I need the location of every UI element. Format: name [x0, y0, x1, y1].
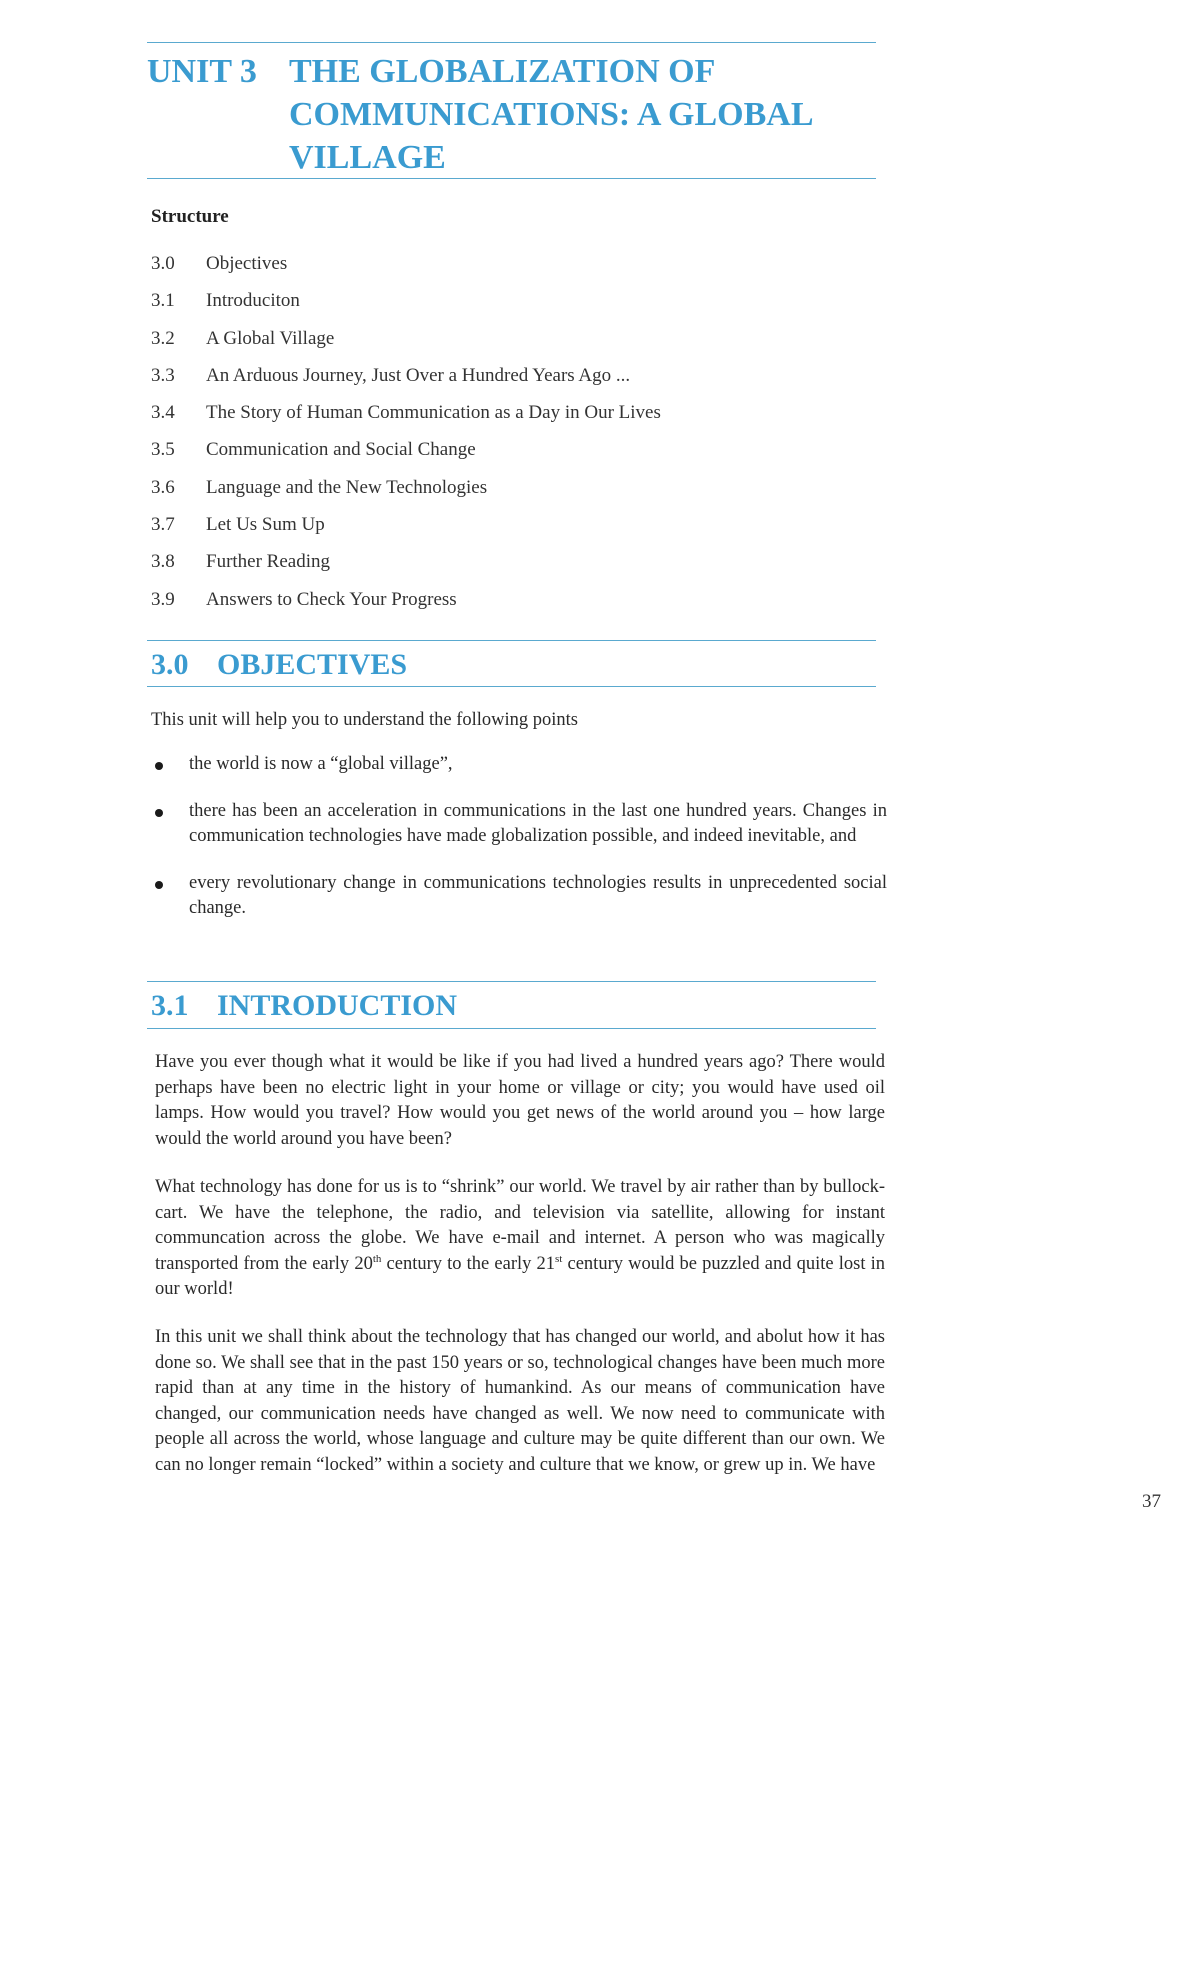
structure-item	[151, 439, 871, 476]
superscript-st: st	[555, 1252, 563, 1265]
structure-item-label: Communication and Social Change	[206, 439, 476, 461]
header-top-rule	[147, 42, 876, 43]
structure-item	[151, 328, 871, 365]
paragraph-2-text-b: century to the early 21	[381, 1253, 556, 1274]
structure-item-number: 3.7	[151, 514, 175, 536]
structure-item-label: Answers to Check Your Progress	[206, 588, 457, 610]
structure-item	[151, 551, 871, 588]
structure-item-number: 3.5	[151, 439, 175, 461]
bullet-dot-icon	[155, 881, 163, 889]
superscript-th: th	[372, 1252, 382, 1265]
structure-item-number: 3.9	[151, 588, 175, 610]
structure-item	[151, 253, 871, 290]
objectives-heading-title: OBJECTIVES	[217, 648, 408, 681]
structure-item	[151, 365, 871, 402]
structure-item	[151, 514, 871, 551]
structure-item-number: 3.0	[151, 253, 175, 274]
structure-item-label: An Arduous Journey, Just Over a Hundred Years Ago ...	[206, 364, 631, 386]
objective-bullet-item	[151, 799, 887, 850]
structure-item-label: Introduciton	[206, 290, 300, 312]
structure-list	[151, 253, 871, 626]
structure-item-label: A Global Village	[206, 327, 335, 349]
paragraph-2-text-c: century would be puzzled and quite lost in our world!	[155, 1253, 886, 1299]
objective-bullet-text: the world is now a “global village”,	[189, 754, 453, 774]
objectives-heading	[151, 647, 407, 683]
header-bottom-rule	[147, 178, 876, 179]
structure-item-number: 3.8	[151, 551, 175, 573]
introduction-paragraph-1: Have you ever though what it would be like if you had lived a hundred years ago? There would perhaps have been no electric light in your home or village or city; you would have used oil lamps. How would you travel? How would you get news of the world around you – how large would the world around you have been?	[155, 1052, 885, 1149]
structure-item-number: 3.4	[151, 402, 175, 424]
objectives-heading-number: 3.0	[151, 648, 189, 681]
unit-label: UNIT 3	[147, 53, 257, 90]
structure-item	[151, 402, 871, 439]
structure-item	[151, 290, 871, 327]
objective-bullet-text: every revolutionary change in communications technologies results in unprecedented social change.	[189, 872, 887, 918]
objective-bullet-item	[151, 871, 887, 922]
structure-item-label: The Story of Human Communication as a Day in Our Lives	[206, 402, 661, 424]
bullet-dot-icon	[155, 809, 163, 817]
objectives-intro: This unit will help you to understand the following points	[151, 710, 579, 730]
unit-title-text: THE GLOBALIZATION OF COMMUNICATIONS: A GLOBAL VILLAGE	[289, 53, 812, 176]
page-number: 37	[1142, 1491, 1161, 1512]
structure-item-label: Language and the New Technologies	[206, 476, 488, 498]
structure-item-number: 3.3	[151, 364, 175, 386]
introduction-heading	[151, 988, 457, 1024]
structure-item	[151, 589, 871, 626]
objectives-top-rule	[147, 640, 876, 641]
structure-item-label: Let Us Sum Up	[206, 514, 325, 536]
introduction-heading-number: 3.1	[151, 989, 189, 1022]
objectives-bullets	[151, 752, 887, 943]
paragraph-2-text-a: What technology has done for us is to “shrink” our world. We travel by air rather than by bullock-cart. We have the telephone, the radio, and television via satellite, allowing for instant communcation across the globe. We have e-mail and internet. A person who was magically transported from the early 20	[155, 1177, 885, 1274]
objective-bullet-item	[151, 752, 887, 778]
introduction-paragraph-2	[155, 1175, 885, 1303]
objective-bullet-text: there has been an acceleration in communications in the last one hundred years. Changes in communication technologies have made globalization possible, and indeed inevitable, and	[189, 800, 887, 846]
introduction-heading-title: INTRODUCTION	[217, 989, 458, 1022]
structure-item-label: Objectives	[206, 253, 288, 274]
structure-item-number: 3.2	[151, 327, 175, 349]
introduction-paragraph-3: In this unit we shall think about the technology that has changed our world, and abolut how it has done so. We shall see that in the past 150 years or so, technological changes have been much more rapid than at any time in the history of humankind. As our means of communication have changed, our communication needs have changed as well. We now need to communicate with people all across the world, whose language and culture may be quite different than our own. We can no longer remain “locked” within a society and culture that we know, or grew up in. We have	[155, 1327, 885, 1475]
structure-item-number: 3.1	[151, 290, 175, 312]
structure-heading: Structure	[151, 206, 229, 227]
introduction-bottom-rule	[147, 1028, 876, 1029]
structure-item-label: Further Reading	[206, 551, 331, 573]
structure-item-number: 3.6	[151, 476, 175, 498]
bullet-dot-icon	[155, 762, 163, 770]
objectives-bottom-rule	[147, 686, 876, 687]
introduction-top-rule	[147, 981, 876, 982]
structure-item	[151, 477, 871, 514]
